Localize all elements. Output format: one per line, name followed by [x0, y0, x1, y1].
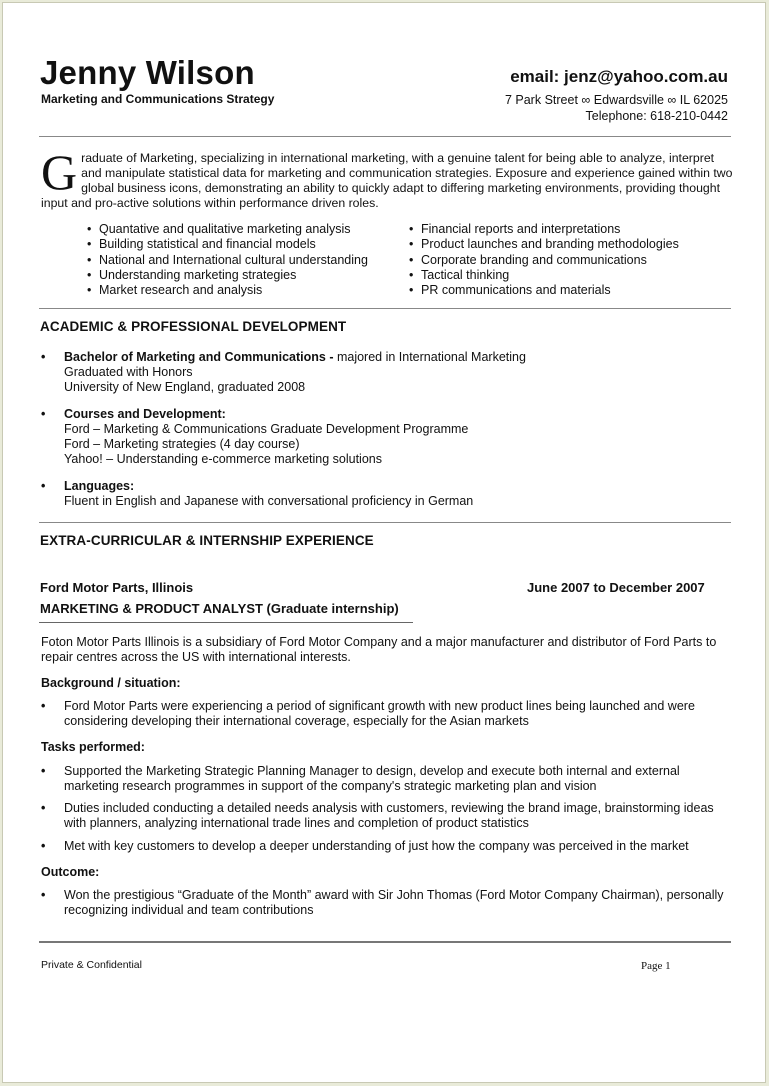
skill-item: • Understanding marketing strategies [87, 268, 368, 283]
outcome-title: Outcome: [41, 865, 100, 879]
job-role: MARKETING & PRODUCT ANALYST (Graduate internship) [40, 601, 399, 616]
skill-item: • PR communications and materials [409, 283, 679, 298]
task-item [41, 801, 731, 831]
company-about: Foton Motor Parts Illinois is a subsidiary of Ford Motor Company and a major manufacturer and distributor of Ford Parts to repair centres across the US with international interests. [41, 635, 717, 664]
skills-divider [39, 308, 731, 309]
bullet: • [41, 407, 46, 421]
outcome-text: Won the prestigious “Graduate of the Month” award with Sir John Thomas (Ford Motor Company Chairman), personally recognizing individual and team contributions [64, 888, 724, 917]
task-item [41, 839, 731, 854]
course-item: Yahoo! – Understanding e-commerce marketing solutions [64, 452, 382, 466]
footer-divider [39, 941, 731, 943]
task-text: Supported the Marketing Strategic Planning Manager to design, develop and execute both internal and external marketing research programmes in support of the company's strategic marketing plan and vision [64, 764, 680, 793]
bachelor-title: Bachelor of Marketing and Communications - [64, 350, 337, 364]
bullet: • [41, 479, 46, 493]
contact-email: email: jenz@yahoo.com.au [510, 67, 728, 86]
task-item [41, 764, 731, 794]
skill-item: • Building statistical and financial models [87, 237, 368, 252]
tasks-title: Tasks performed: [41, 740, 145, 754]
footer-page-number: Page 1 [641, 960, 671, 972]
contact-telephone: Telephone: 618-210-0442 [585, 109, 728, 123]
candidate-subtitle: Marketing and Communications Strategy [41, 92, 275, 106]
header-divider [39, 136, 731, 137]
bullet: • [41, 350, 46, 364]
contact-address: 7 Park Street ∞ Edwardsville ∞ IL 62025 [504, 93, 728, 107]
job-dates: June 2007 to December 2007 [527, 580, 705, 595]
bullet: • [41, 764, 46, 778]
outcome-item [41, 888, 731, 918]
background-text: Ford Motor Parts were experiencing a period of significant growth with new product lines being launched and were considering developing their international coverage, especially for the Asian markets [64, 699, 695, 728]
bullet: • [41, 801, 46, 815]
candidate-name: Jenny Wilson [40, 54, 255, 91]
skill-item: • National and International cultural understanding [87, 253, 368, 268]
academic-courses [41, 407, 731, 467]
academic-languages [41, 479, 731, 509]
summary-dropcap: G [41, 144, 78, 200]
bachelor-university: University of New England, graduated 2008 [64, 380, 306, 394]
footer-confidential: Private & Confidential [41, 959, 142, 971]
academic-divider [39, 522, 731, 523]
skill-item: • Product launches and branding methodologies [409, 237, 679, 252]
skill-item: • Quantative and qualitative marketing analysis [87, 222, 368, 237]
bullet: • [41, 699, 46, 713]
languages-text: Fluent in English and Japanese with conversational proficiency in German [64, 494, 474, 508]
background-title: Background / situation: [41, 676, 181, 690]
bachelor-detail: majored in International Marketing [336, 350, 526, 364]
skills-list-right [409, 222, 679, 298]
academic-heading: ACADEMIC & PROFESSIONAL DEVELOPMENT [40, 319, 347, 334]
courses-title: Courses and Development: [64, 407, 226, 421]
skills-list-left [87, 222, 368, 298]
task-text: Duties included conducting a detailed needs analysis with customers, reviewing the brand image, brainstorming ideas with planners, analyzing international trade lines and completion of product statistics [64, 801, 714, 830]
experience-heading: EXTRA-CURRICULAR & INTERNSHIP EXPERIENCE [40, 533, 374, 548]
bullet: • [41, 888, 46, 902]
skill-item: • Financial reports and interpretations [409, 222, 679, 237]
languages-title: Languages: [64, 479, 135, 493]
course-item: Ford – Marketing & Communications Graduate Development Programme [64, 422, 469, 436]
course-item: Ford – Marketing strategies (4 day course) [64, 437, 300, 451]
summary-paragraph [41, 144, 737, 211]
bullet: • [41, 839, 46, 853]
task-text: Met with key customers to develop a deeper understanding of just how the company was perceived in the market [64, 839, 689, 853]
role-underline [39, 622, 413, 623]
skill-item: • Tactical thinking [409, 268, 679, 283]
skill-item: • Corporate branding and communications [409, 253, 679, 268]
skill-item: • Market research and analysis [87, 283, 368, 298]
summary-text: raduate of Marketing, specializing in international marketing, with a genuine talent for being able to analyze, interpret and manipulate statistical data for marketing and communication strategies. Exposure and experience gained within two global business icons, demonstrating an ability to quickly adapt to differing marketing environments, providing thought input and pro-active solutions within performance driven roles. [41, 151, 733, 210]
resume-page [2, 2, 766, 1083]
bachelor-honors: Graduated with Honors [64, 365, 193, 379]
background-item [41, 699, 731, 729]
academic-bachelor [41, 350, 731, 395]
job-company: Ford Motor Parts, Illinois [40, 580, 194, 595]
contact-details [505, 92, 728, 124]
